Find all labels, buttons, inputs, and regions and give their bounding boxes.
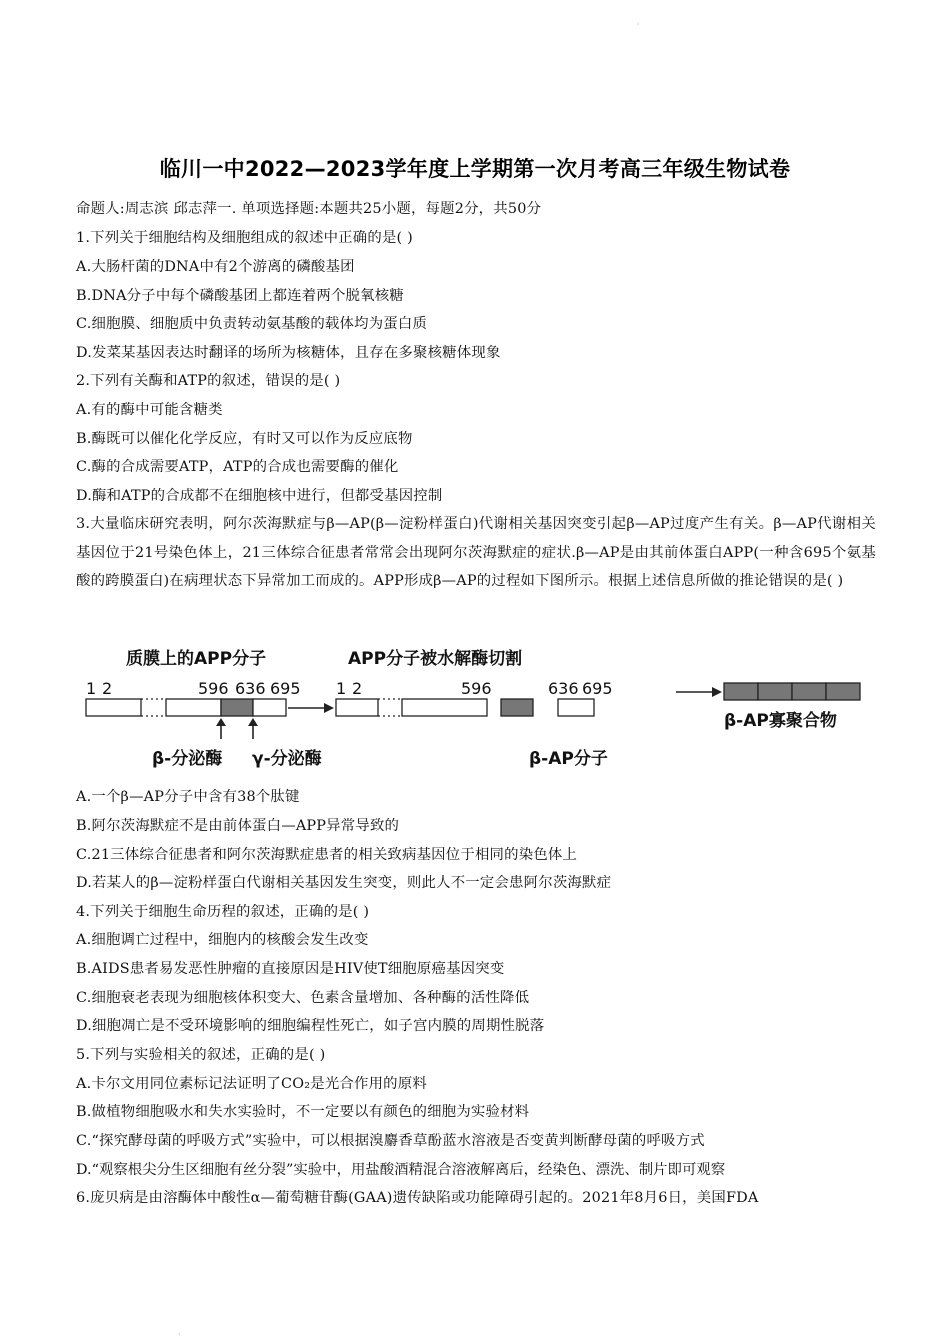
question-3-option-d: D.若某人的β—淀粉样蛋白代谢相关基因发生突变，则此人不一定会患阿尔茨海默症 <box>76 875 612 891</box>
label-n596-left: 596 <box>198 679 229 698</box>
header-line: 命题人:周志滨 邱志萍一. 单项选择题:本题共25小题，每题2分，共50分 <box>76 201 542 217</box>
question-3-stem: 3.大量临床研究表明，阿尔茨海默症与β—AP(β—淀粉样蛋白)代谢相关基因突变引起β—AP过度产生有关。β—AP代谢相关基因位于21号染色体上，21三体综合征患者常常会出现阿尔茨海默症的症状.β—AP是由其前体蛋白APP(一种含695个氨基酸的跨膜蛋白)在病理状态下异常加工而成的。APP形成β—AP的过程如下图所示。根据上述信息所做的推论错误的是( ) <box>76 516 876 590</box>
question-2-option-a: A.有的酶中可能含糖类 <box>76 402 223 418</box>
label-beta-secretase: β-分泌酶 <box>152 749 223 769</box>
label-n2-left: 2 <box>102 679 113 698</box>
label-n636-left: 636 <box>235 679 266 698</box>
question-4-option-b: B.AIDS患者易发恶性肿瘤的直接原因是HIV使T细胞原癌基因突变 <box>76 961 505 977</box>
question-5-option-b: B.做植物细胞吸水和失水实验时，不一定要以有颜色的细胞为实验材料 <box>76 1104 530 1120</box>
label-beta-ap-aggregate: β-AP寡聚合物 <box>724 711 837 731</box>
question-2-option-b: B.酶既可以催化化学反应，有时又可以作为反应底物 <box>76 431 413 447</box>
label-gamma-secretase: γ-分泌酶 <box>252 749 322 769</box>
question-2-stem: 2.下列有关酶和ATP的叙述，错误的是( ) <box>76 373 341 389</box>
label-n1-left: 1 <box>86 679 97 698</box>
question-2-option-c: C.酶的合成需要ATP，ATP的合成也需要酶的催化 <box>76 459 399 475</box>
question-1-option-a: A.大肠杆菌的DNA中有2个游离的磷酸基团 <box>76 259 355 275</box>
scan-dot: · <box>178 1330 181 1339</box>
page-title: 临川一中2022—2023学年度上学期第一次月考高三年级生物试卷 <box>159 157 791 181</box>
app-full-molecule <box>86 699 286 716</box>
question-4-option-c: C.细胞衰老表现为细胞核体积变大、色素含量增加、各种酶的活性降低 <box>76 990 530 1006</box>
question-1-option-c: C.细胞膜、细胞质中负责转动氨基酸的载体均为蛋白质 <box>76 316 428 332</box>
question-5-option-d: D.“观察根尖分生区细胞有丝分裂”实验中，用盐酸酒精混合溶液解离后，经染色、漂洗、制片即可观察 <box>76 1162 726 1178</box>
label-beta-ap-molecule: β-AP分子 <box>529 749 608 769</box>
label-n695-left: 695 <box>270 679 301 698</box>
question-4-stem: 4.下列关于细胞生命历程的叙述，正确的是( ) <box>76 904 370 920</box>
question-3-option-c: C.21三体综合征患者和阿尔茨海默症患者的相关致病基因位于相同的染色体上 <box>76 847 578 863</box>
gamma-secretase-arrow <box>248 718 258 739</box>
question-4-option-d: D.细胞凋亡是不受环境影响的细胞编程性死亡，如子宫内膜的周期性脱落 <box>76 1018 545 1034</box>
question-5-option-c: C.“探究酵母菌的呼吸方式”实验中，可以根据溴麝香草酚蓝水溶液是否变黄判断酵母菌的呼吸方式 <box>76 1133 705 1149</box>
question-6-stem: 6.庞贝病是由溶酶体中酸性α—葡萄糖苷酶(GAA)遗传缺陷或功能障碍引起的。2021年8月6日，美国FDA <box>76 1190 759 1206</box>
app-fragment-n-terminal <box>336 699 487 716</box>
scan-dot: · <box>637 20 640 29</box>
question-4-option-a: A.细胞调亡过程中，细胞内的核酸会发生改变 <box>76 932 369 948</box>
question-1-stem: 1.下列关于细胞结构及细胞组成的叙述中正确的是( ) <box>76 230 413 246</box>
arrow-to-hydrolysis <box>288 703 334 713</box>
beta-ap-fragment <box>501 699 533 716</box>
question-5-option-a: A.卡尔文用同位素标记法证明了CO₂是光合作用的原料 <box>76 1076 427 1092</box>
app-fragment-c-terminal <box>558 699 594 716</box>
question-3-option-b: B.阿尔茨海默症不是由前体蛋白—APP异常导致的 <box>76 818 400 834</box>
question-3-option-a: A.一个β—AP分子中含有38个肽键 <box>76 789 300 805</box>
question-2-option-d: D.酶和ATP的合成都不在细胞核中进行，但都受基因控制 <box>76 488 443 504</box>
label-n596-right: 596 <box>461 679 492 698</box>
label-n2-right: 2 <box>352 679 363 698</box>
label-membrane-app: 质膜上的APP分子 <box>126 649 267 669</box>
beta-ap-aggregate <box>724 683 860 700</box>
question-1-option-d: D.发菜某基因表达时翻译的场所为核糖体，且存在多聚核糖体现象 <box>76 345 501 361</box>
beta-secretase-arrow <box>216 718 226 739</box>
arrow-to-aggregate <box>676 687 722 697</box>
app-processing-diagram <box>76 640 876 780</box>
label-n1-right: 1 <box>336 679 347 698</box>
question-1-option-b: B.DNA分子中每个磷酸基团上都连着两个脱氧核糖 <box>76 288 404 304</box>
label-n695-right: 695 <box>582 679 613 698</box>
label-hydrolyzed: APP分子被水解酶切割 <box>348 649 523 669</box>
question-5-stem: 5.下列与实验相关的叙述，正确的是( ) <box>76 1047 326 1063</box>
label-n636-right: 636 <box>548 679 579 698</box>
